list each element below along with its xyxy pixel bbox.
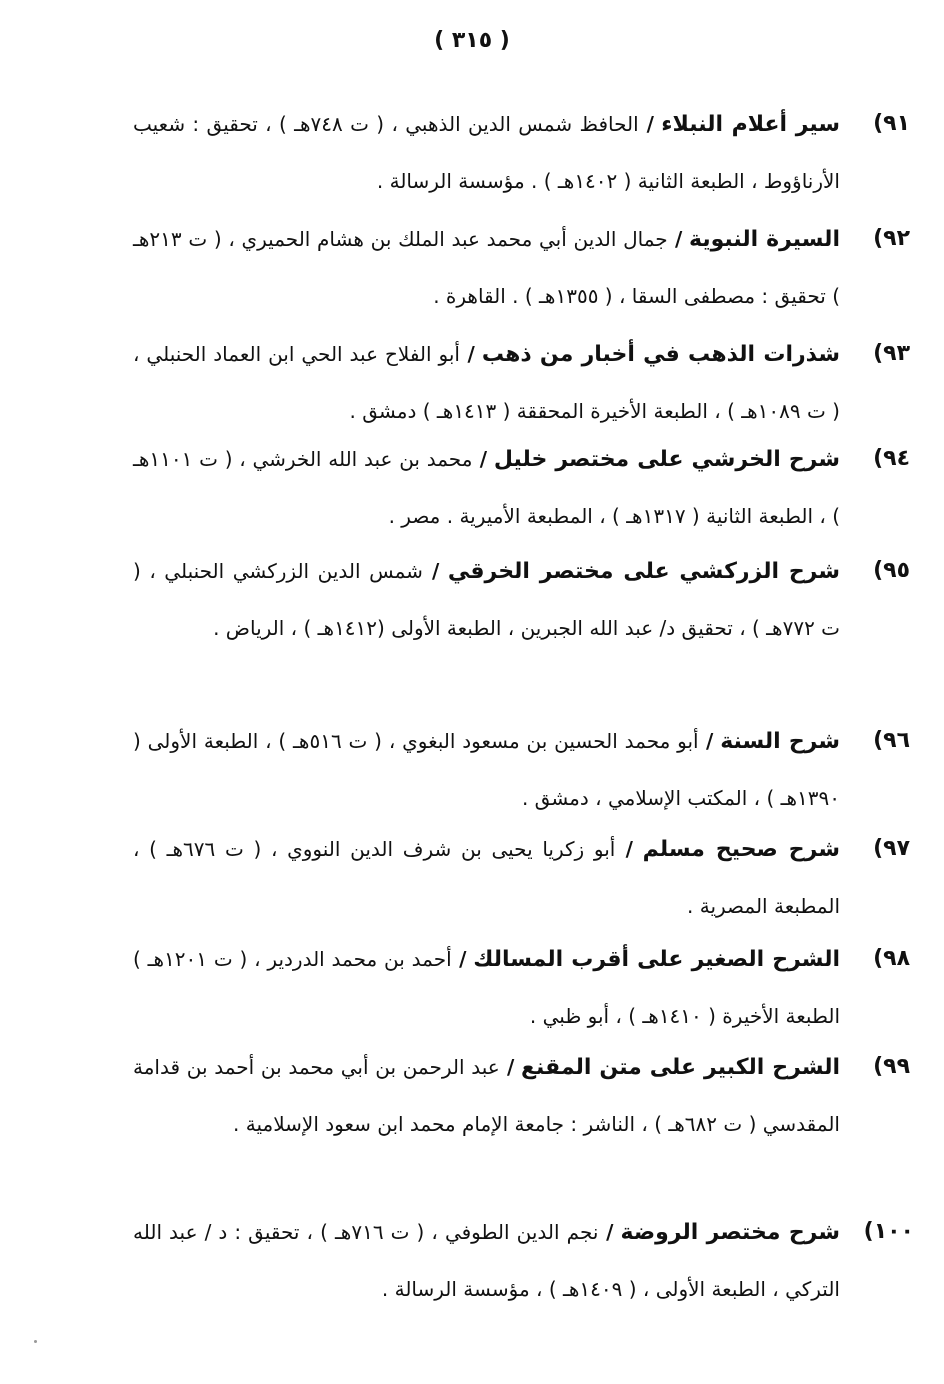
entry-number: ٩٣) [873,341,910,366]
entry-details: شمس الدين الزركشي الحنبلي ، ( ت ٧٧٢هـ ) ، تحقيق د/ عبد الله الجبرين ، الطبعة الأولى (١٤١٢هـ ) ، الرياض . [133,559,840,640]
entry-number: ٩٢) [873,226,910,251]
entry-separator: / [472,447,488,471]
entry-details: أبو زكريا يحيى بن شرف الدين النووي ، ( ت ٦٧٦هـ ) ، المطبعة المصرية . [133,837,840,918]
entry-separator: / [667,227,683,251]
entry-details: جمال الدين أبي محمد عبد الملك بن هشام الحميري ، ( ت ٢١٣هـ ) تحقيق : مصطفى السقا ، ( ١٣٥٥هـ ) . القاهرة . [133,227,840,308]
entry-number: ٩٥) [873,558,910,583]
entry-details: الحافظ شمس الدين الذهبي ، ( ت ٧٤٨هـ ) ، تحقيق : شعيب الأرناؤوط ، الطبعة الثانية ( ١٤٠٢هـ ) . مؤسسة الرسالة . [133,112,840,193]
bibliography-entry [133,211,910,326]
entry-number: ٩٩) [873,1054,910,1079]
entry-number: ٩٨) [873,946,910,971]
entry-title: الشرح الصغير على أقرب المسالك [473,947,840,972]
entry-title: شرح السنة [720,729,841,754]
bibliography-entry [133,96,910,211]
entry-separator: / [698,729,714,753]
entry-details: عبد الرحمن بن أبي محمد بن أحمد بن قدامة المقدسي ( ت ٦٨٢هـ ) ، الناشر : جامعة الإمام محمد ابن سعود الإسلامية . [133,1055,840,1136]
entry-separator: / [460,342,475,366]
entry-title: السيرة النبوية [688,227,840,252]
bibliography-entry [133,1204,914,1314]
entry-title: شرح الخرشي على مختصر خليل [493,447,840,472]
entry-details: أبو الفلاح عبد الحي ابن العماد الحنبلي ، ( ت ١٠٨٩هـ ) ، الطبعة الأخيرة المحققة ( ١٤١٣هـ ) دمشق . [133,342,840,423]
bibliography-entry [133,821,910,931]
entry-separator: / [499,1055,515,1079]
scan-speck [34,1340,37,1343]
entry-separator: / [451,947,467,971]
entry-title: شرح مختصر الروضة [620,1220,840,1245]
entry-separator: / [422,559,440,583]
entry-number: ٩١) [873,111,910,136]
entry-separator: / [638,112,654,136]
bibliography-entry [133,326,910,431]
entry-separator: / [598,1220,614,1244]
bibliography-entry [133,431,910,543]
entry-details: أحمد بن محمد الدردير ، ( ت ١٢٠١هـ ) الطبعة الأخيرة ( ١٤١٠هـ ) ، أبو ظبي . [133,947,840,1028]
entry-number: ٩٧) [873,836,910,861]
bibliography-list [133,96,914,1314]
entry-title: الشرح الكبير على متن المقنع [521,1055,841,1080]
entry-title: شرح صحيح مسلم [642,837,840,862]
page-number: ( ٣١٥ ) [434,28,510,53]
entry-details: أبو محمد الحسين بن مسعود البغوي ، ( ت ٥١٦هـ ) ، الطبعة الأولى ( ١٣٩٠هـ ) ، المكتب الإسلامي ، دمشق . [133,729,840,810]
bibliography-entry [133,931,910,1039]
bibliography-entry [133,543,910,713]
bibliography-entry [133,713,910,821]
bibliography-entry [133,1039,910,1204]
entry-title: سير أعلام النبلاء [661,112,841,137]
entry-details: نجم الدين الطوفي ، ( ت ٧١٦هـ ) ، تحقيق : د / عبد الله التركي ، الطبعة الأولى ، ( ١٤٠٩هـ ) ، مؤسسة الرسالة . [133,1220,840,1301]
entry-title: شرح الزركشي على مختصر الخرقي [447,559,841,584]
entry-separator: / [615,837,633,861]
entry-number: ٩٦) [873,728,910,753]
entry-details: محمد بن عبد الله الخرشي ، ( ت ١١٠١هـ ) ، الطبعة الثانية ( ١٣١٧هـ ) ، المطبعة الأميرية . مصر . [133,447,840,528]
entry-number: ١٠٠) [863,1219,914,1244]
entry-title: شذرات الذهب في أخبار من ذهب [481,342,840,367]
entry-number: ٩٤) [873,446,910,471]
